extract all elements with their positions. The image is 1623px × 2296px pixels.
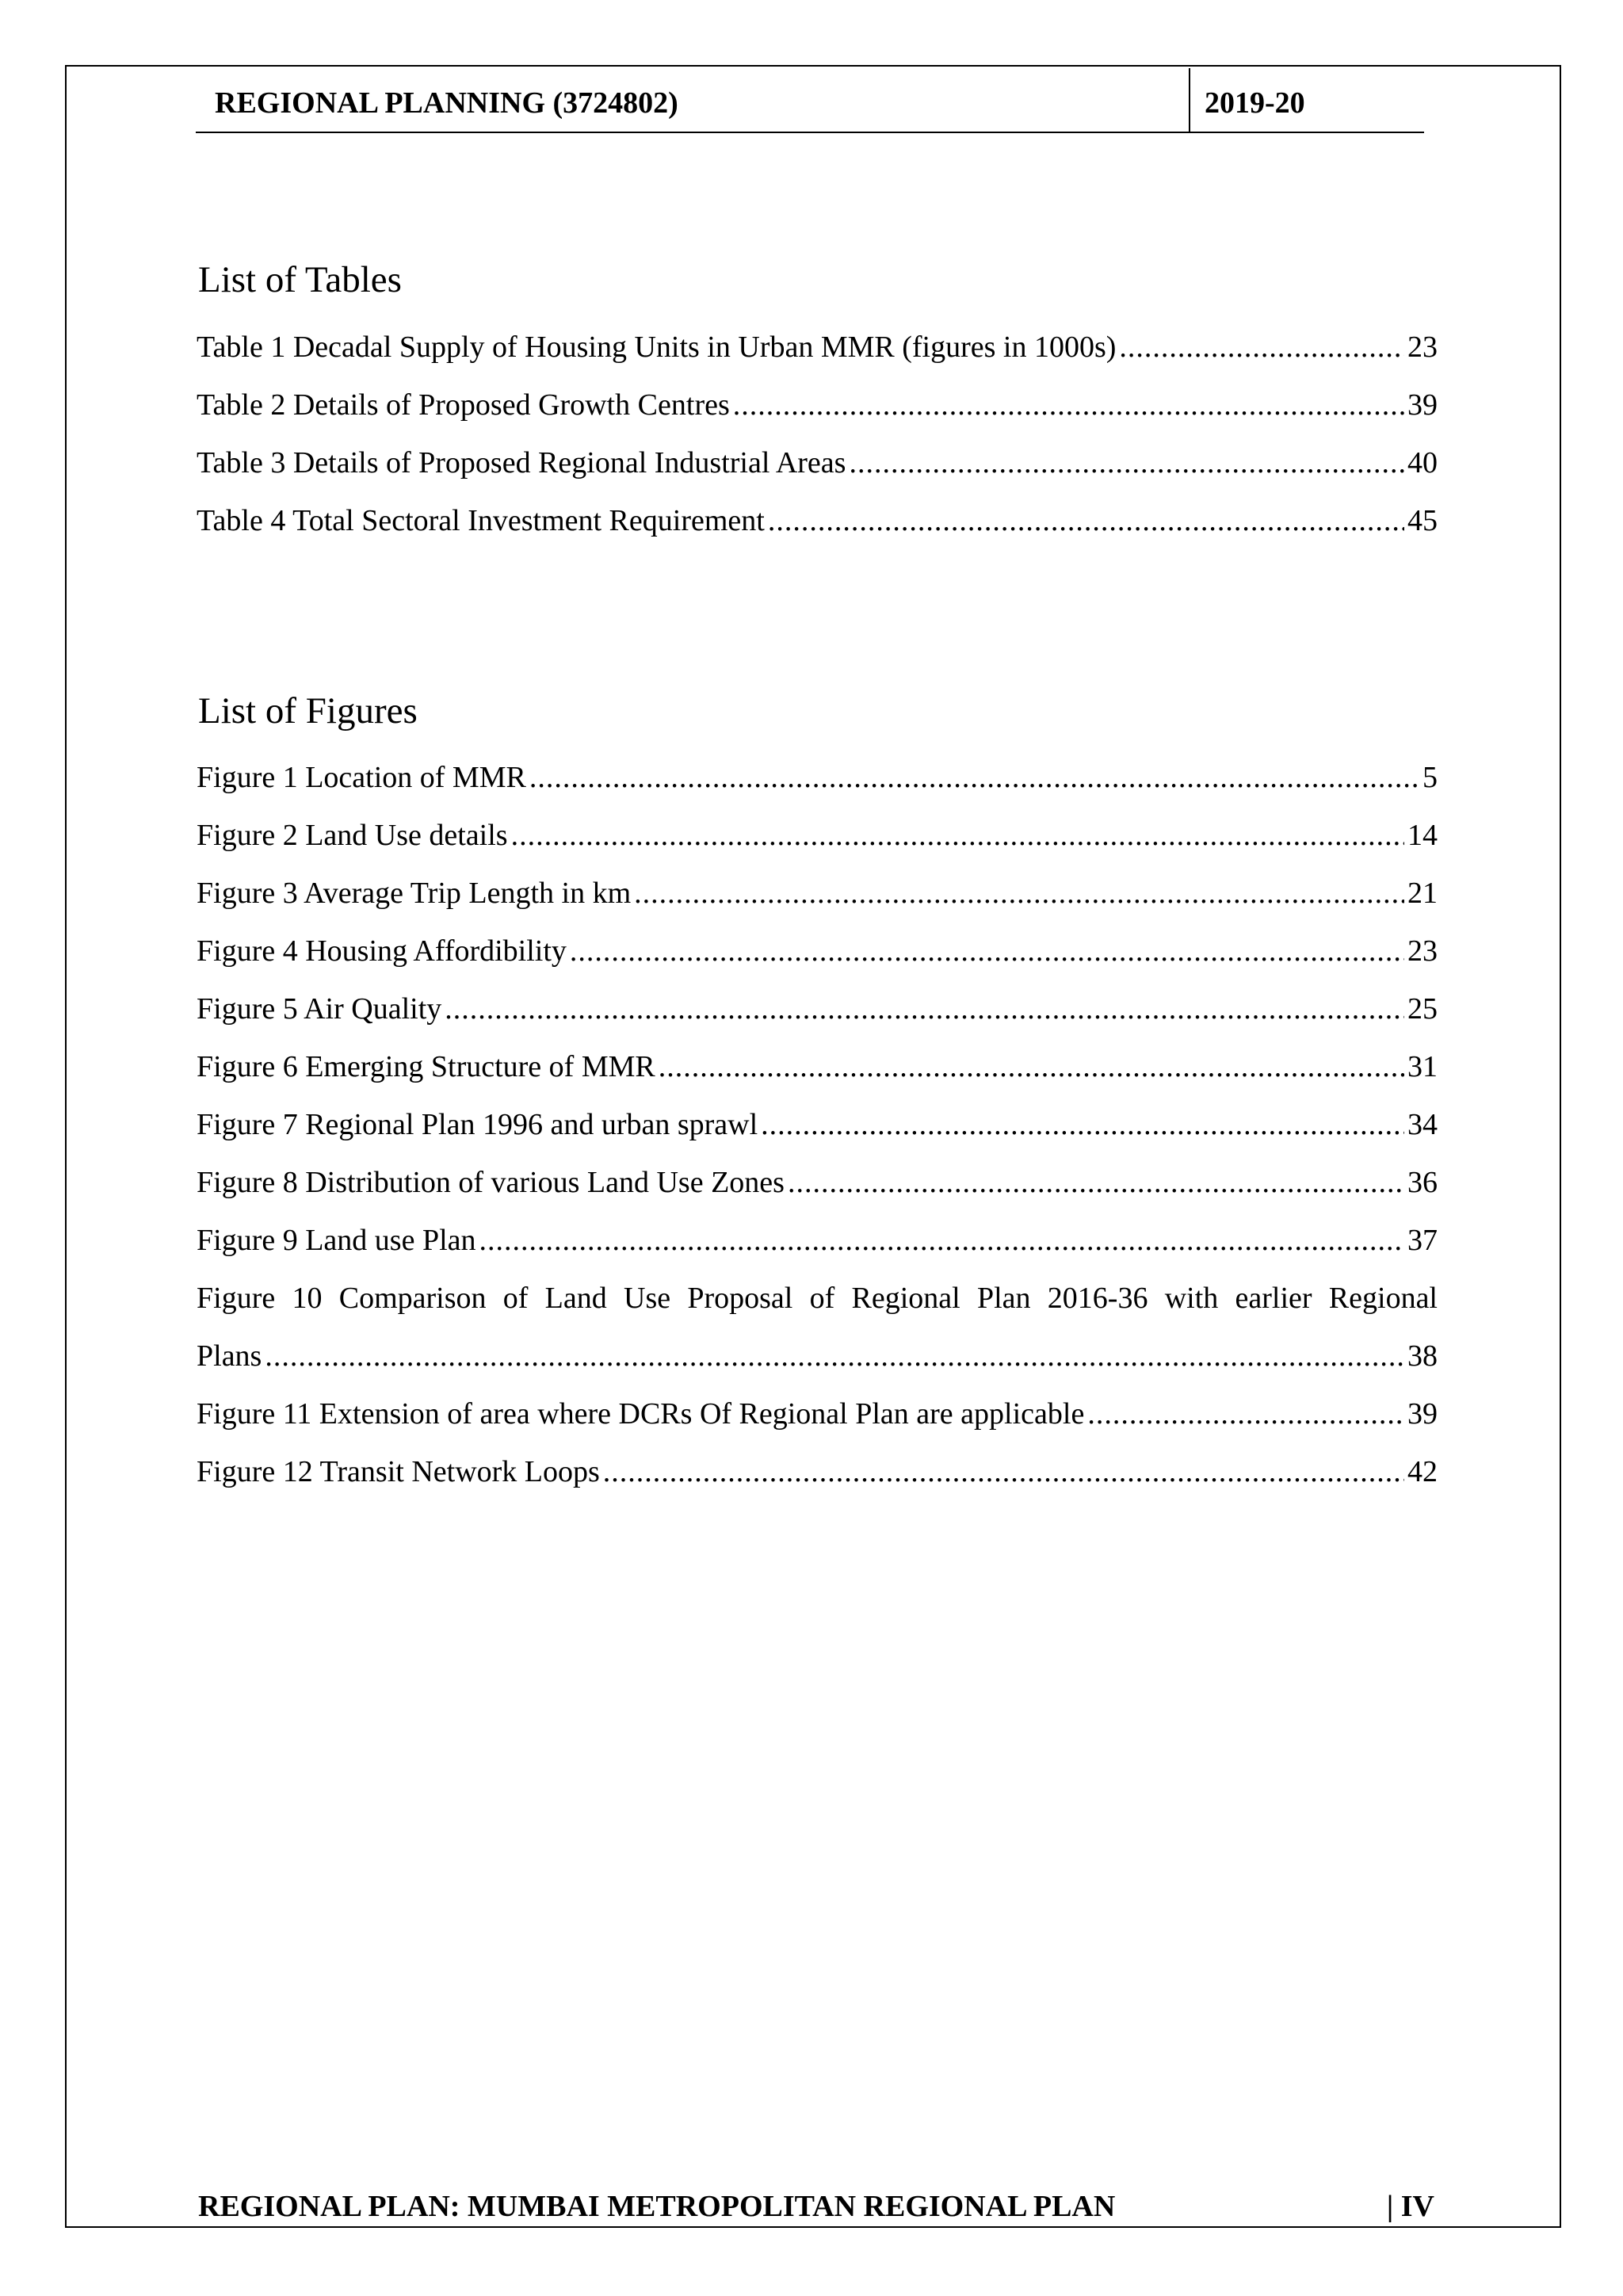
toc-entry-table-1[interactable] (197, 323, 1438, 371)
toc-entry-page: 31 (1407, 1050, 1438, 1083)
toc-entry-table-4[interactable] (197, 497, 1438, 544)
toc-entry-page: 5 (1423, 761, 1438, 794)
header-course-title: REGIONAL PLANNING (3724802) (215, 86, 678, 120)
toc-entry-label: Figure 2 Land Use details (197, 819, 508, 852)
dot-leader (570, 927, 1404, 975)
toc-entry-page: 36 (1407, 1166, 1438, 1199)
toc-entry-table-2[interactable] (197, 381, 1438, 429)
dot-leader (479, 1217, 1404, 1264)
header-divider (1189, 68, 1190, 133)
dot-leader (849, 439, 1404, 487)
toc-entry-figure-2[interactable] (197, 812, 1438, 859)
toc-entry-page: 21 (1407, 877, 1438, 910)
toc-entry-page: 39 (1407, 1397, 1438, 1431)
toc-entry-label: Table 2 Details of Proposed Growth Centres (197, 388, 730, 422)
dot-leader (733, 381, 1404, 429)
toc-entry-label: Figure 6 Emerging Structure of MMR (197, 1050, 655, 1083)
toc-entry-figure-11[interactable] (197, 1390, 1438, 1438)
toc-entry-figure-5[interactable] (197, 985, 1438, 1033)
toc-entry-page: 40 (1407, 446, 1438, 479)
toc-entry-figure-4[interactable] (197, 927, 1438, 975)
toc-entry-figure-9[interactable] (197, 1217, 1438, 1264)
dot-leader (768, 497, 1404, 544)
toc-entry-figure-8[interactable] (197, 1159, 1438, 1206)
dot-leader (511, 812, 1404, 859)
header-year: 2019-20 (1205, 86, 1305, 120)
toc-entry-page: 23 (1407, 934, 1438, 968)
toc-entry-label: Table 3 Details of Proposed Regional Industrial Areas (197, 446, 846, 479)
list-of-figures-heading: List of Figures (198, 690, 418, 732)
dot-leader (659, 1043, 1404, 1091)
footer-page-number: | IV (1386, 2190, 1434, 2223)
toc-entry-label: Figure 7 Regional Plan 1996 and urban sprawl (197, 1108, 758, 1141)
toc-entry-label: Plans (197, 1339, 262, 1373)
dot-leader (1087, 1390, 1404, 1438)
toc-entry-label: Figure 4 Housing Affordibility (197, 934, 567, 968)
dot-leader (634, 869, 1404, 917)
toc-entry-label: Table 4 Total Sectoral Investment Requirement (197, 504, 765, 537)
toc-entry-figure-6[interactable] (197, 1043, 1438, 1091)
dot-leader (603, 1448, 1404, 1496)
toc-entry-label: Figure 5 Air Quality (197, 992, 442, 1026)
dot-leader (265, 1332, 1404, 1380)
page-header (196, 68, 1424, 133)
toc-entry-page: 25 (1407, 992, 1438, 1026)
toc-entry-figure-7[interactable] (197, 1101, 1438, 1148)
dot-leader (445, 985, 1404, 1033)
toc-entry-page: 37 (1407, 1224, 1438, 1257)
dot-leader (1119, 323, 1404, 371)
toc-entry-page: 45 (1407, 504, 1438, 537)
toc-entry-page: 14 (1407, 819, 1438, 852)
toc-entry-page: 39 (1407, 388, 1438, 422)
toc-entry-figure-12[interactable] (197, 1448, 1438, 1496)
toc-entry-label: Figure 1 Location of MMR (197, 761, 526, 794)
page-footer (198, 2189, 1434, 2229)
list-of-tables-heading: List of Tables (198, 259, 402, 300)
toc-entry-page: 34 (1407, 1108, 1438, 1141)
toc-entry-page: 42 (1407, 1455, 1438, 1488)
toc-entry-label: Figure 9 Land use Plan (197, 1224, 476, 1257)
toc-entry-label: Table 1 Decadal Supply of Housing Units in Urban MMR (figures in 1000s) (197, 330, 1117, 364)
toc-entry-page: 38 (1407, 1339, 1438, 1373)
dot-leader (529, 754, 1419, 801)
dot-leader (761, 1101, 1404, 1148)
toc-entry-label: Figure 12 Transit Network Loops (197, 1455, 600, 1488)
toc-entry-page: 23 (1407, 330, 1438, 364)
footer-title: REGIONAL PLAN: MUMBAI METROPOLITAN REGIONAL PLAN (198, 2190, 1116, 2223)
toc-entry-table-3[interactable] (197, 439, 1438, 487)
dot-leader (788, 1159, 1404, 1206)
toc-entry-label: Figure 3 Average Trip Length in km (197, 877, 632, 910)
toc-entry-label: Figure 11 Extension of area where DCRs Of Regional Plan are applicable (197, 1397, 1085, 1431)
toc-entry-figure-10-line-1[interactable]: Figure 10 Comparison of Land Use Proposal of Regional Plan 2016-36 with earlier Regional (197, 1282, 1438, 1315)
toc-entry-figure-10[interactable] (197, 1332, 1438, 1380)
toc-entry-figure-1[interactable] (197, 754, 1438, 801)
toc-entry-figure-3[interactable] (197, 869, 1438, 917)
toc-entry-label: Figure 8 Distribution of various Land Use Zones (197, 1166, 785, 1199)
